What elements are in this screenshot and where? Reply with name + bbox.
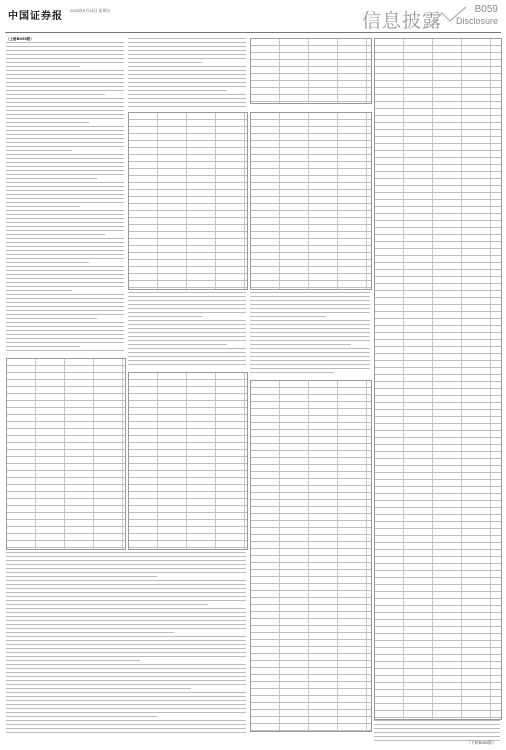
text-line xyxy=(6,672,246,673)
text-line xyxy=(6,210,124,211)
text-line xyxy=(6,620,246,621)
text-line xyxy=(6,664,246,665)
text-line xyxy=(128,78,246,79)
text-line xyxy=(6,226,124,227)
text-line xyxy=(128,50,246,51)
text-line xyxy=(6,234,105,235)
text-line xyxy=(128,316,202,317)
date-line: 2024年5月13日 星期五 xyxy=(70,8,111,13)
text-line xyxy=(6,576,157,577)
text-line xyxy=(6,118,124,119)
text-line xyxy=(128,66,246,67)
text-line xyxy=(250,328,370,329)
text-line xyxy=(128,348,246,349)
text-line xyxy=(6,78,124,79)
middle-upper-table xyxy=(128,112,248,290)
text-line xyxy=(128,98,246,99)
text-line xyxy=(128,42,246,43)
text-line xyxy=(6,290,72,291)
column-2-text xyxy=(128,38,246,110)
text-line xyxy=(374,724,500,725)
col3-table-a xyxy=(250,38,372,104)
text-line xyxy=(250,348,370,349)
col3-table-b xyxy=(250,112,372,290)
page-number: B059 xyxy=(474,4,498,15)
text-line xyxy=(6,278,124,279)
text-line xyxy=(128,46,246,47)
text-line xyxy=(6,50,124,51)
continuation-note: （下转B060版） xyxy=(466,740,496,745)
text-line xyxy=(6,560,246,561)
text-line xyxy=(6,262,89,263)
text-line xyxy=(6,704,246,705)
text-line xyxy=(6,106,124,107)
text-line xyxy=(6,238,124,239)
text-line xyxy=(6,122,89,123)
text-line xyxy=(6,596,246,597)
text-line xyxy=(128,340,246,341)
text-line xyxy=(128,332,246,333)
text-line xyxy=(6,162,124,163)
text-line xyxy=(250,372,334,373)
text-line xyxy=(128,94,246,95)
text-line xyxy=(6,110,124,111)
text-line xyxy=(128,62,202,63)
text-line xyxy=(250,332,370,333)
text-line xyxy=(6,202,124,203)
text-line xyxy=(6,174,124,175)
text-line xyxy=(6,644,246,645)
text-line xyxy=(6,154,124,155)
text-line xyxy=(128,312,246,313)
text-line xyxy=(6,680,246,681)
text-line xyxy=(250,308,370,309)
text-line xyxy=(6,190,124,191)
text-line xyxy=(6,294,124,295)
text-line xyxy=(6,206,80,207)
text-line xyxy=(6,732,246,733)
section-english-title: Disclosure xyxy=(455,16,498,26)
text-line xyxy=(128,308,246,309)
text-line xyxy=(6,250,124,251)
text-line xyxy=(6,102,124,103)
opening-heading: （上接B058版） xyxy=(6,37,34,41)
text-line xyxy=(6,286,124,287)
text-line xyxy=(6,298,124,299)
text-line xyxy=(6,146,124,147)
text-line xyxy=(6,230,124,231)
text-line xyxy=(6,82,124,83)
text-line xyxy=(6,114,124,115)
text-line xyxy=(6,270,124,271)
text-line xyxy=(6,572,246,573)
text-line xyxy=(250,360,370,361)
text-line xyxy=(6,198,124,199)
text-line xyxy=(6,58,124,59)
text-line xyxy=(6,330,124,331)
text-line xyxy=(6,274,124,275)
text-line xyxy=(6,350,124,351)
text-line xyxy=(6,660,140,661)
text-line xyxy=(6,568,246,569)
text-line xyxy=(6,656,246,657)
text-line xyxy=(6,652,246,653)
text-line xyxy=(6,310,124,311)
text-line xyxy=(6,62,124,63)
text-line xyxy=(6,616,246,617)
text-line xyxy=(6,338,124,339)
text-line xyxy=(6,584,246,585)
text-line xyxy=(6,74,124,75)
text-line xyxy=(128,90,227,91)
text-line xyxy=(6,98,124,99)
text-line xyxy=(6,246,124,247)
text-line xyxy=(128,82,246,83)
text-line xyxy=(374,736,500,737)
text-line xyxy=(128,320,246,321)
text-line xyxy=(250,324,370,325)
text-line xyxy=(6,86,124,87)
text-line xyxy=(6,608,246,609)
text-line xyxy=(6,306,124,307)
text-line xyxy=(6,254,124,255)
text-line xyxy=(6,178,97,179)
text-line xyxy=(6,636,246,637)
text-line xyxy=(128,328,246,329)
text-line xyxy=(6,158,124,159)
text-line xyxy=(250,356,370,357)
text-line xyxy=(6,712,246,713)
text-line xyxy=(6,194,124,195)
text-line xyxy=(128,300,246,301)
text-line xyxy=(6,684,246,685)
text-line xyxy=(250,344,351,345)
text-line xyxy=(250,312,370,313)
text-line xyxy=(128,336,246,337)
text-line xyxy=(250,316,326,317)
text-line xyxy=(6,318,97,319)
lower-left-text xyxy=(6,552,246,736)
text-line xyxy=(374,720,500,721)
header-rule xyxy=(5,32,501,33)
column-1-text xyxy=(6,42,124,354)
text-line xyxy=(6,134,124,135)
text-line xyxy=(6,624,246,625)
text-line xyxy=(250,340,370,341)
col3-text xyxy=(250,292,370,376)
text-line xyxy=(128,356,246,357)
text-line xyxy=(6,166,124,167)
text-line xyxy=(6,692,246,693)
text-line xyxy=(6,214,124,215)
text-line xyxy=(250,352,370,353)
text-line xyxy=(6,282,124,283)
text-line xyxy=(6,632,174,633)
text-line xyxy=(6,580,246,581)
text-line xyxy=(128,106,246,107)
text-line xyxy=(6,314,124,315)
text-line xyxy=(6,186,124,187)
text-line xyxy=(6,556,246,557)
newspaper-logo: 中国证券报 xyxy=(8,11,63,22)
text-line xyxy=(6,612,246,613)
text-line xyxy=(6,266,124,267)
text-line xyxy=(6,342,124,343)
text-line xyxy=(250,296,370,297)
text-line xyxy=(6,552,246,553)
text-line xyxy=(6,628,246,629)
middle-lower-table xyxy=(128,372,248,550)
text-line xyxy=(6,604,208,605)
text-line xyxy=(6,334,124,335)
text-line xyxy=(6,242,124,243)
text-line xyxy=(6,724,246,725)
text-line xyxy=(6,170,124,171)
text-line xyxy=(374,728,500,729)
text-line xyxy=(6,66,80,67)
text-line xyxy=(250,300,370,301)
text-line xyxy=(6,708,246,709)
text-line xyxy=(250,336,370,337)
text-line xyxy=(6,90,124,91)
text-line xyxy=(128,344,227,345)
text-line xyxy=(6,42,124,43)
text-line xyxy=(6,696,246,697)
text-line xyxy=(128,58,246,59)
text-line xyxy=(6,676,246,677)
section-title: 信息披露 xyxy=(362,10,443,32)
text-line xyxy=(6,182,124,183)
text-line xyxy=(128,38,246,39)
right-data-table xyxy=(374,38,502,720)
text-line xyxy=(6,668,246,669)
text-line xyxy=(6,720,246,721)
text-line xyxy=(128,54,246,55)
text-line xyxy=(128,292,246,293)
text-line xyxy=(250,368,370,369)
text-line xyxy=(250,320,370,321)
text-line xyxy=(6,54,124,55)
text-line xyxy=(250,292,370,293)
text-line xyxy=(6,94,105,95)
text-line xyxy=(250,364,370,365)
text-line xyxy=(128,74,246,75)
text-line xyxy=(6,46,124,47)
text-line xyxy=(250,304,370,305)
text-line xyxy=(6,648,246,649)
middle-text xyxy=(128,292,246,368)
text-line xyxy=(6,130,124,131)
text-line xyxy=(6,258,124,259)
text-line xyxy=(128,86,246,87)
text-line xyxy=(128,360,246,361)
text-line xyxy=(6,322,124,323)
text-line xyxy=(6,640,246,641)
text-line xyxy=(6,70,124,71)
masthead xyxy=(0,0,506,30)
text-line xyxy=(6,716,157,717)
text-line xyxy=(6,700,246,701)
text-line xyxy=(128,304,246,305)
text-line xyxy=(6,564,246,565)
text-line xyxy=(128,352,246,353)
text-line xyxy=(6,600,246,601)
text-line xyxy=(128,364,246,365)
text-line xyxy=(128,296,246,297)
text-line xyxy=(6,688,191,689)
col3-table-c xyxy=(250,380,372,732)
text-line xyxy=(6,346,80,347)
text-line xyxy=(374,732,500,733)
left-data-table xyxy=(6,358,126,550)
text-line xyxy=(6,728,246,729)
text-line xyxy=(6,142,124,143)
text-line xyxy=(6,222,124,223)
text-line xyxy=(6,588,246,589)
text-line xyxy=(128,324,246,325)
text-line xyxy=(6,126,124,127)
text-line xyxy=(6,592,246,593)
text-line xyxy=(6,326,124,327)
text-line xyxy=(6,150,72,151)
text-line xyxy=(6,138,124,139)
text-line xyxy=(128,70,246,71)
text-line xyxy=(128,102,246,103)
text-line xyxy=(6,302,124,303)
text-line xyxy=(6,218,124,219)
